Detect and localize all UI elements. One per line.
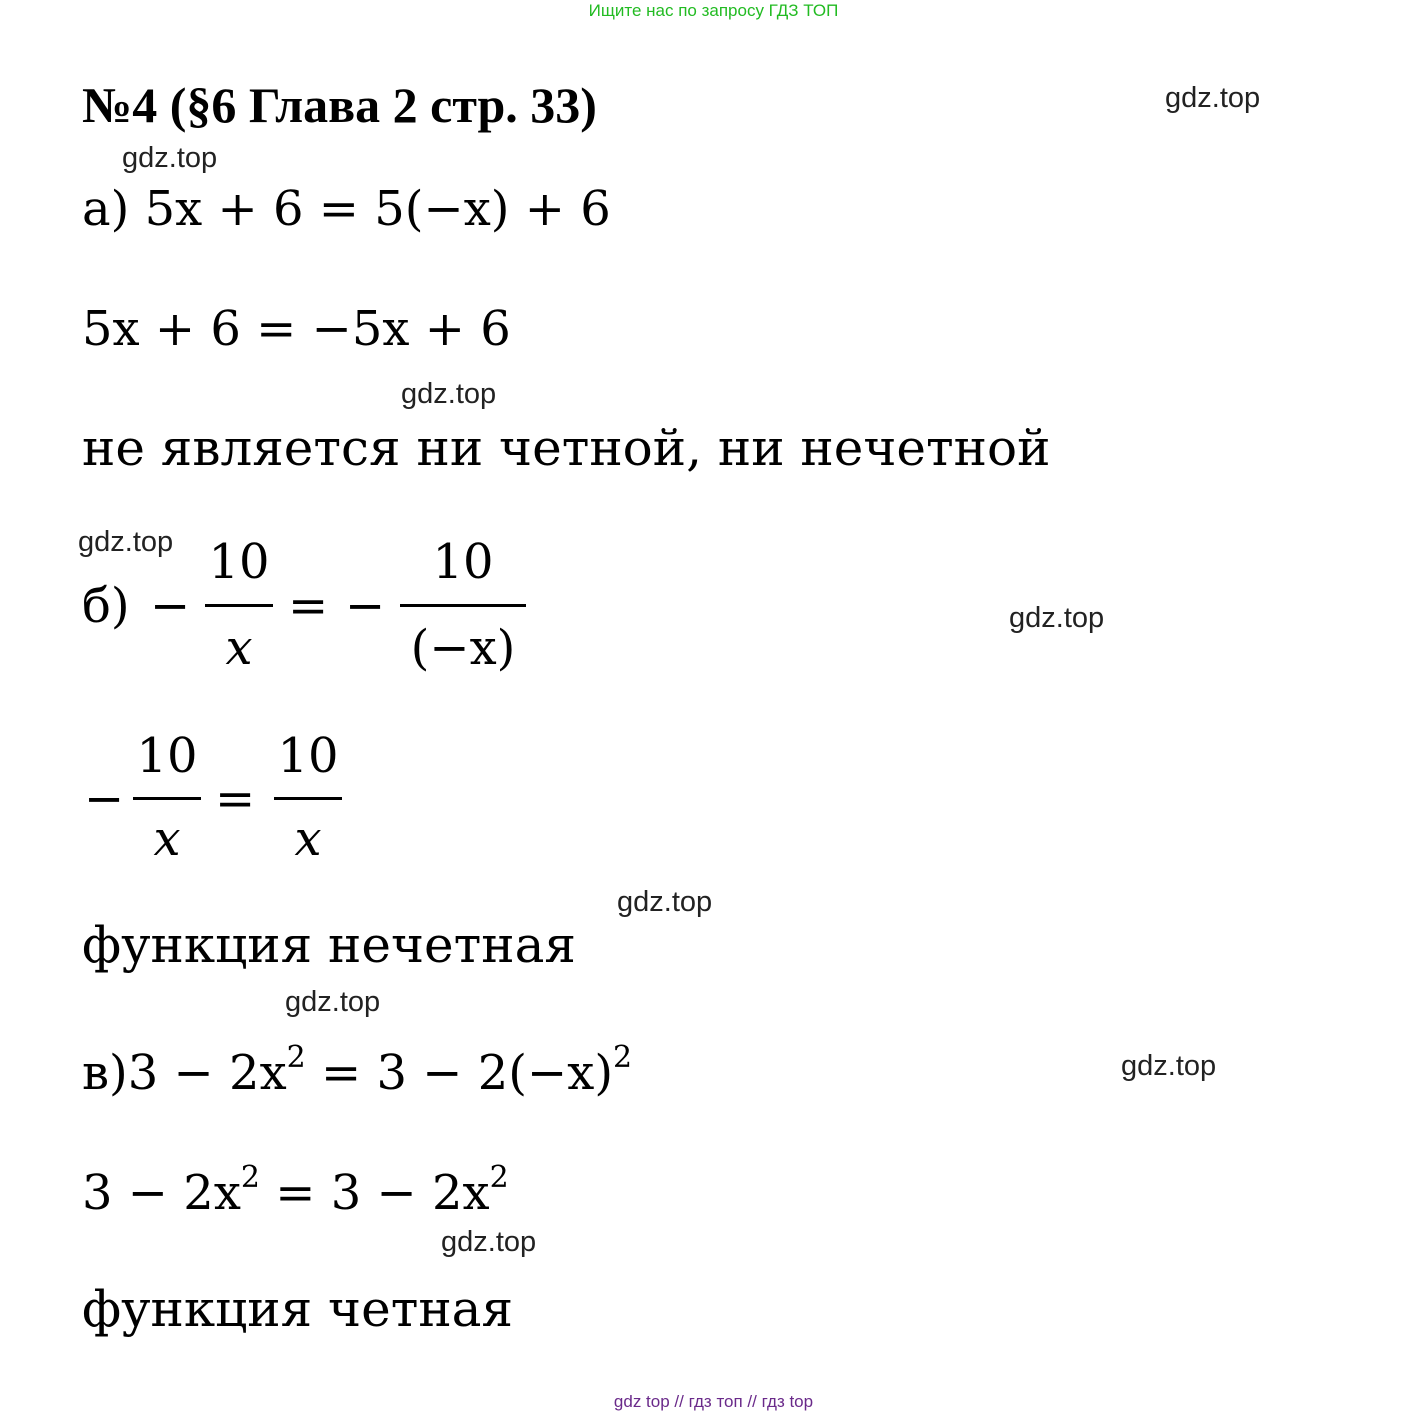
fraction-bar: [400, 604, 526, 607]
exponent: 2: [489, 1160, 509, 1195]
watermark: gdz.top: [1121, 1050, 1217, 1082]
label-c: в): [82, 1045, 128, 1101]
watermark: gdz.top: [401, 378, 497, 410]
eq-a1-equals: =: [318, 181, 359, 237]
fraction-numerator: 10: [432, 534, 494, 590]
watermark: gdz.top: [1009, 602, 1105, 634]
fraction-numerator: 10: [208, 534, 270, 590]
fraction-numerator: 10: [277, 728, 339, 784]
eq-c2-rhs: 3 − 2x: [330, 1165, 490, 1221]
equation-a2: [82, 301, 511, 357]
top-banner: Ищите нас по запросу ГДЗ ТОП: [588, 1, 839, 20]
eq-a2-rhs: −5x + 6: [311, 301, 511, 357]
eq-a1-rhs: 5(−x) + 6: [374, 181, 611, 237]
minus-sign: −: [345, 578, 386, 634]
fraction-bar: [274, 797, 342, 800]
exponent: 2: [613, 1040, 633, 1075]
eq-a1-lhs: 5x + 6: [144, 181, 304, 237]
eq-c1-equals: =: [321, 1045, 362, 1101]
fraction-denominator: x: [225, 620, 253, 676]
fraction-bar: [133, 797, 201, 800]
fraction-denominator: (−x): [410, 620, 516, 676]
eq-c1-lhs: 3 − 2x: [127, 1045, 287, 1101]
minus-sign: −: [84, 771, 125, 827]
label-b: б): [82, 578, 130, 634]
exponent: 2: [240, 1160, 260, 1195]
eq-c2-lhs: 3 − 2x: [82, 1165, 241, 1221]
eq-c2-equals: =: [275, 1165, 316, 1221]
equation-a1: [82, 181, 611, 237]
equals-sign: =: [215, 771, 256, 827]
equation-c2: [82, 1160, 509, 1221]
fraction-numerator: 10: [136, 728, 198, 784]
eq-c1-rhs: 3 − 2(−x): [376, 1045, 614, 1101]
footer-links: gdz top // гдз топ // гдз top: [613, 1392, 814, 1411]
watermark: gdz.top: [285, 986, 381, 1018]
conclusion-c: функция четная: [82, 1280, 514, 1338]
watermark: gdz.top: [78, 526, 174, 558]
watermark: gdz.top: [122, 142, 218, 174]
equation-c1: [82, 1040, 633, 1101]
label-a: а): [82, 181, 130, 237]
conclusion-b: функция нечетная: [82, 916, 576, 974]
watermark: gdz.top: [617, 886, 713, 918]
conclusion-a: не является ни четной, ни нечетной: [82, 419, 1051, 477]
fraction-denominator: x: [153, 811, 181, 867]
eq-a2-lhs: 5x + 6: [82, 301, 241, 357]
fraction-bar: [205, 604, 273, 607]
equals-sign: =: [288, 578, 329, 634]
eq-a2-equals: =: [256, 301, 297, 357]
watermark: gdz.top: [441, 1226, 537, 1258]
exponent: 2: [286, 1040, 306, 1075]
fraction-denominator: x: [294, 811, 322, 867]
page-title: №4 (§6 Глава 2 стр. 33): [82, 77, 597, 133]
watermark: gdz.top: [1165, 82, 1261, 114]
minus-sign: −: [150, 578, 191, 634]
